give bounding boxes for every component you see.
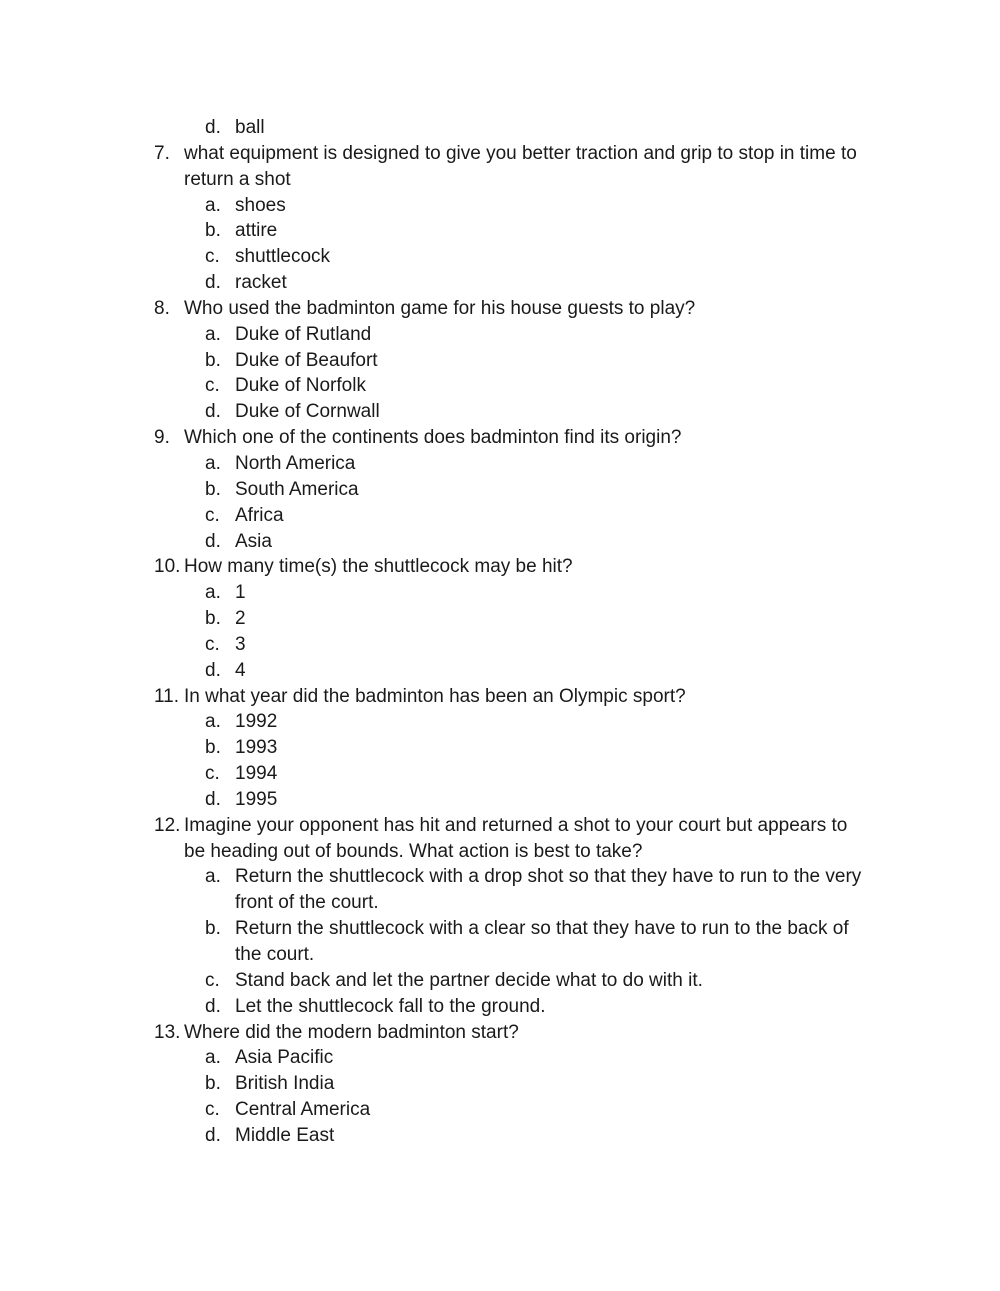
option-letter: d. — [205, 401, 221, 423]
answer-option — [0, 606, 1000, 632]
option-text: the court. — [235, 944, 315, 965]
option-text: shuttlecock — [235, 246, 331, 268]
question-item — [0, 1020, 1000, 1046]
option-letter: a. — [205, 452, 221, 474]
question-text-continued — [0, 167, 1000, 193]
answer-option — [0, 994, 1000, 1020]
answer-option — [0, 348, 1000, 374]
option-text: 4 — [235, 659, 246, 681]
question-text: In what year did the badminton has been an Olympic sport? — [184, 685, 686, 707]
question-number: 10. — [154, 556, 181, 578]
question-number: 9. — [154, 427, 170, 449]
question-number: 8. — [154, 297, 170, 319]
answer-option-continued — [0, 942, 1000, 968]
question-text-continued — [0, 839, 1000, 865]
question-item — [0, 684, 1000, 710]
option-letter: c. — [205, 1099, 220, 1121]
option-text: attire — [235, 220, 278, 242]
option-letter: d. — [205, 272, 221, 294]
answer-option — [0, 735, 1000, 761]
option-text: Central America — [235, 1099, 371, 1121]
option-text: 1994 — [235, 763, 278, 785]
answer-option — [0, 1097, 1000, 1123]
answer-option — [0, 709, 1000, 735]
question-number: 11. — [154, 685, 180, 707]
option-letter: a. — [205, 323, 221, 345]
question-text: Imagine your opponent has hit and returned a shot to your court but appears to — [184, 814, 848, 836]
option-letter: b. — [205, 478, 221, 500]
question-text: How many time(s) the shuttlecock may be hit? — [184, 556, 573, 578]
option-text: Return the shuttlecock with a drop shot so that they have to run to the very — [235, 866, 862, 888]
answer-option — [0, 322, 1000, 348]
option-letter: c. — [205, 633, 220, 655]
option-letter: a. — [205, 1047, 221, 1069]
answer-option — [0, 658, 1000, 684]
option-text: Duke of Rutland — [235, 323, 372, 345]
question-text: be heading out of bounds. What action is best to take? — [184, 840, 643, 862]
answer-option — [0, 477, 1000, 503]
question-item — [0, 813, 1000, 839]
option-text: Africa — [235, 504, 284, 526]
option-letter: d. — [205, 788, 221, 810]
option-letter: b. — [205, 918, 221, 940]
answer-option — [0, 451, 1000, 477]
option-text: Stand back and let the partner decide what to do with it. — [235, 969, 703, 991]
question-number: 12. — [154, 814, 181, 836]
option-text: 1 — [235, 582, 246, 604]
option-text: racket — [235, 272, 287, 294]
option-letter: a. — [205, 582, 221, 604]
option-text: Asia Pacific — [235, 1047, 334, 1069]
answer-option — [0, 632, 1000, 658]
option-letter: b. — [205, 608, 221, 630]
option-text: shoes — [235, 194, 286, 216]
question-text: Where did the modern badminton start? — [184, 1021, 519, 1043]
option-letter: d. — [205, 659, 221, 681]
option-letter: d. — [205, 530, 221, 552]
answer-option — [0, 503, 1000, 529]
answer-option — [0, 373, 1000, 399]
question-text: return a shot — [184, 168, 291, 190]
option-text: Let the shuttlecock fall to the ground. — [235, 995, 546, 1017]
question-item — [0, 425, 1000, 451]
previous-option — [0, 115, 1000, 141]
option-text: Duke of Cornwall — [235, 401, 380, 423]
question-list — [0, 141, 1000, 1149]
answer-option — [0, 968, 1000, 994]
option-text: Middle East — [235, 1124, 335, 1146]
answer-option — [0, 864, 1000, 890]
option-letter: c. — [205, 969, 220, 991]
answer-option — [0, 1123, 1000, 1149]
answer-option — [0, 916, 1000, 942]
option-letter: b. — [205, 1073, 221, 1095]
option-letter: c. — [205, 763, 220, 785]
answer-option — [0, 787, 1000, 813]
option-text: 2 — [235, 608, 246, 630]
option-text: 3 — [235, 633, 246, 655]
answer-option — [0, 193, 1000, 219]
question-text: what equipment is designed to give you better traction and grip to stop in time to — [184, 142, 857, 164]
answer-option — [0, 270, 1000, 296]
option-text: 1992 — [235, 711, 278, 733]
option-text: ball — [235, 117, 265, 138]
question-text: Which one of the continents does badminton find its origin? — [184, 427, 682, 449]
answer-option — [0, 761, 1000, 787]
answer-option — [0, 1045, 1000, 1071]
option-text: North America — [235, 452, 356, 474]
option-letter: a. — [205, 866, 221, 888]
option-text: Asia — [235, 530, 272, 552]
option-letter: c. — [205, 375, 220, 397]
option-text: Duke of Beaufort — [235, 349, 378, 371]
question-text: Who used the badminton game for his house guests to play? — [184, 297, 696, 319]
worksheet-page — [0, 115, 1000, 1149]
option-letter: c. — [205, 246, 220, 268]
option-text: front of the court. — [235, 892, 379, 914]
question-item — [0, 141, 1000, 167]
option-letter: d. — [205, 995, 221, 1017]
option-letter: a. — [205, 711, 221, 733]
answer-option — [0, 244, 1000, 270]
answer-option — [0, 529, 1000, 555]
option-text: South America — [235, 478, 359, 500]
option-text: Duke of Norfolk — [235, 375, 366, 397]
option-text: 1995 — [235, 788, 278, 810]
question-item — [0, 554, 1000, 580]
answer-option — [0, 399, 1000, 425]
option-letter: b. — [205, 737, 221, 759]
option-letter: d. — [205, 1124, 221, 1146]
option-letter: b. — [205, 349, 221, 371]
answer-option — [0, 580, 1000, 606]
option-letter: b. — [205, 220, 221, 242]
option-letter: c. — [205, 504, 220, 526]
option-text: 1993 — [235, 737, 278, 759]
question-item — [0, 296, 1000, 322]
option-letter: a. — [205, 194, 221, 216]
option-letter: d. — [205, 117, 221, 138]
option-text: British India — [235, 1073, 335, 1095]
question-number: 13. — [154, 1021, 181, 1043]
answer-option-continued — [0, 890, 1000, 916]
option-text: Return the shuttlecock with a clear so that they have to run to the back of — [235, 918, 849, 940]
answer-option — [0, 218, 1000, 244]
question-number: 7. — [154, 142, 170, 164]
answer-option — [0, 1071, 1000, 1097]
